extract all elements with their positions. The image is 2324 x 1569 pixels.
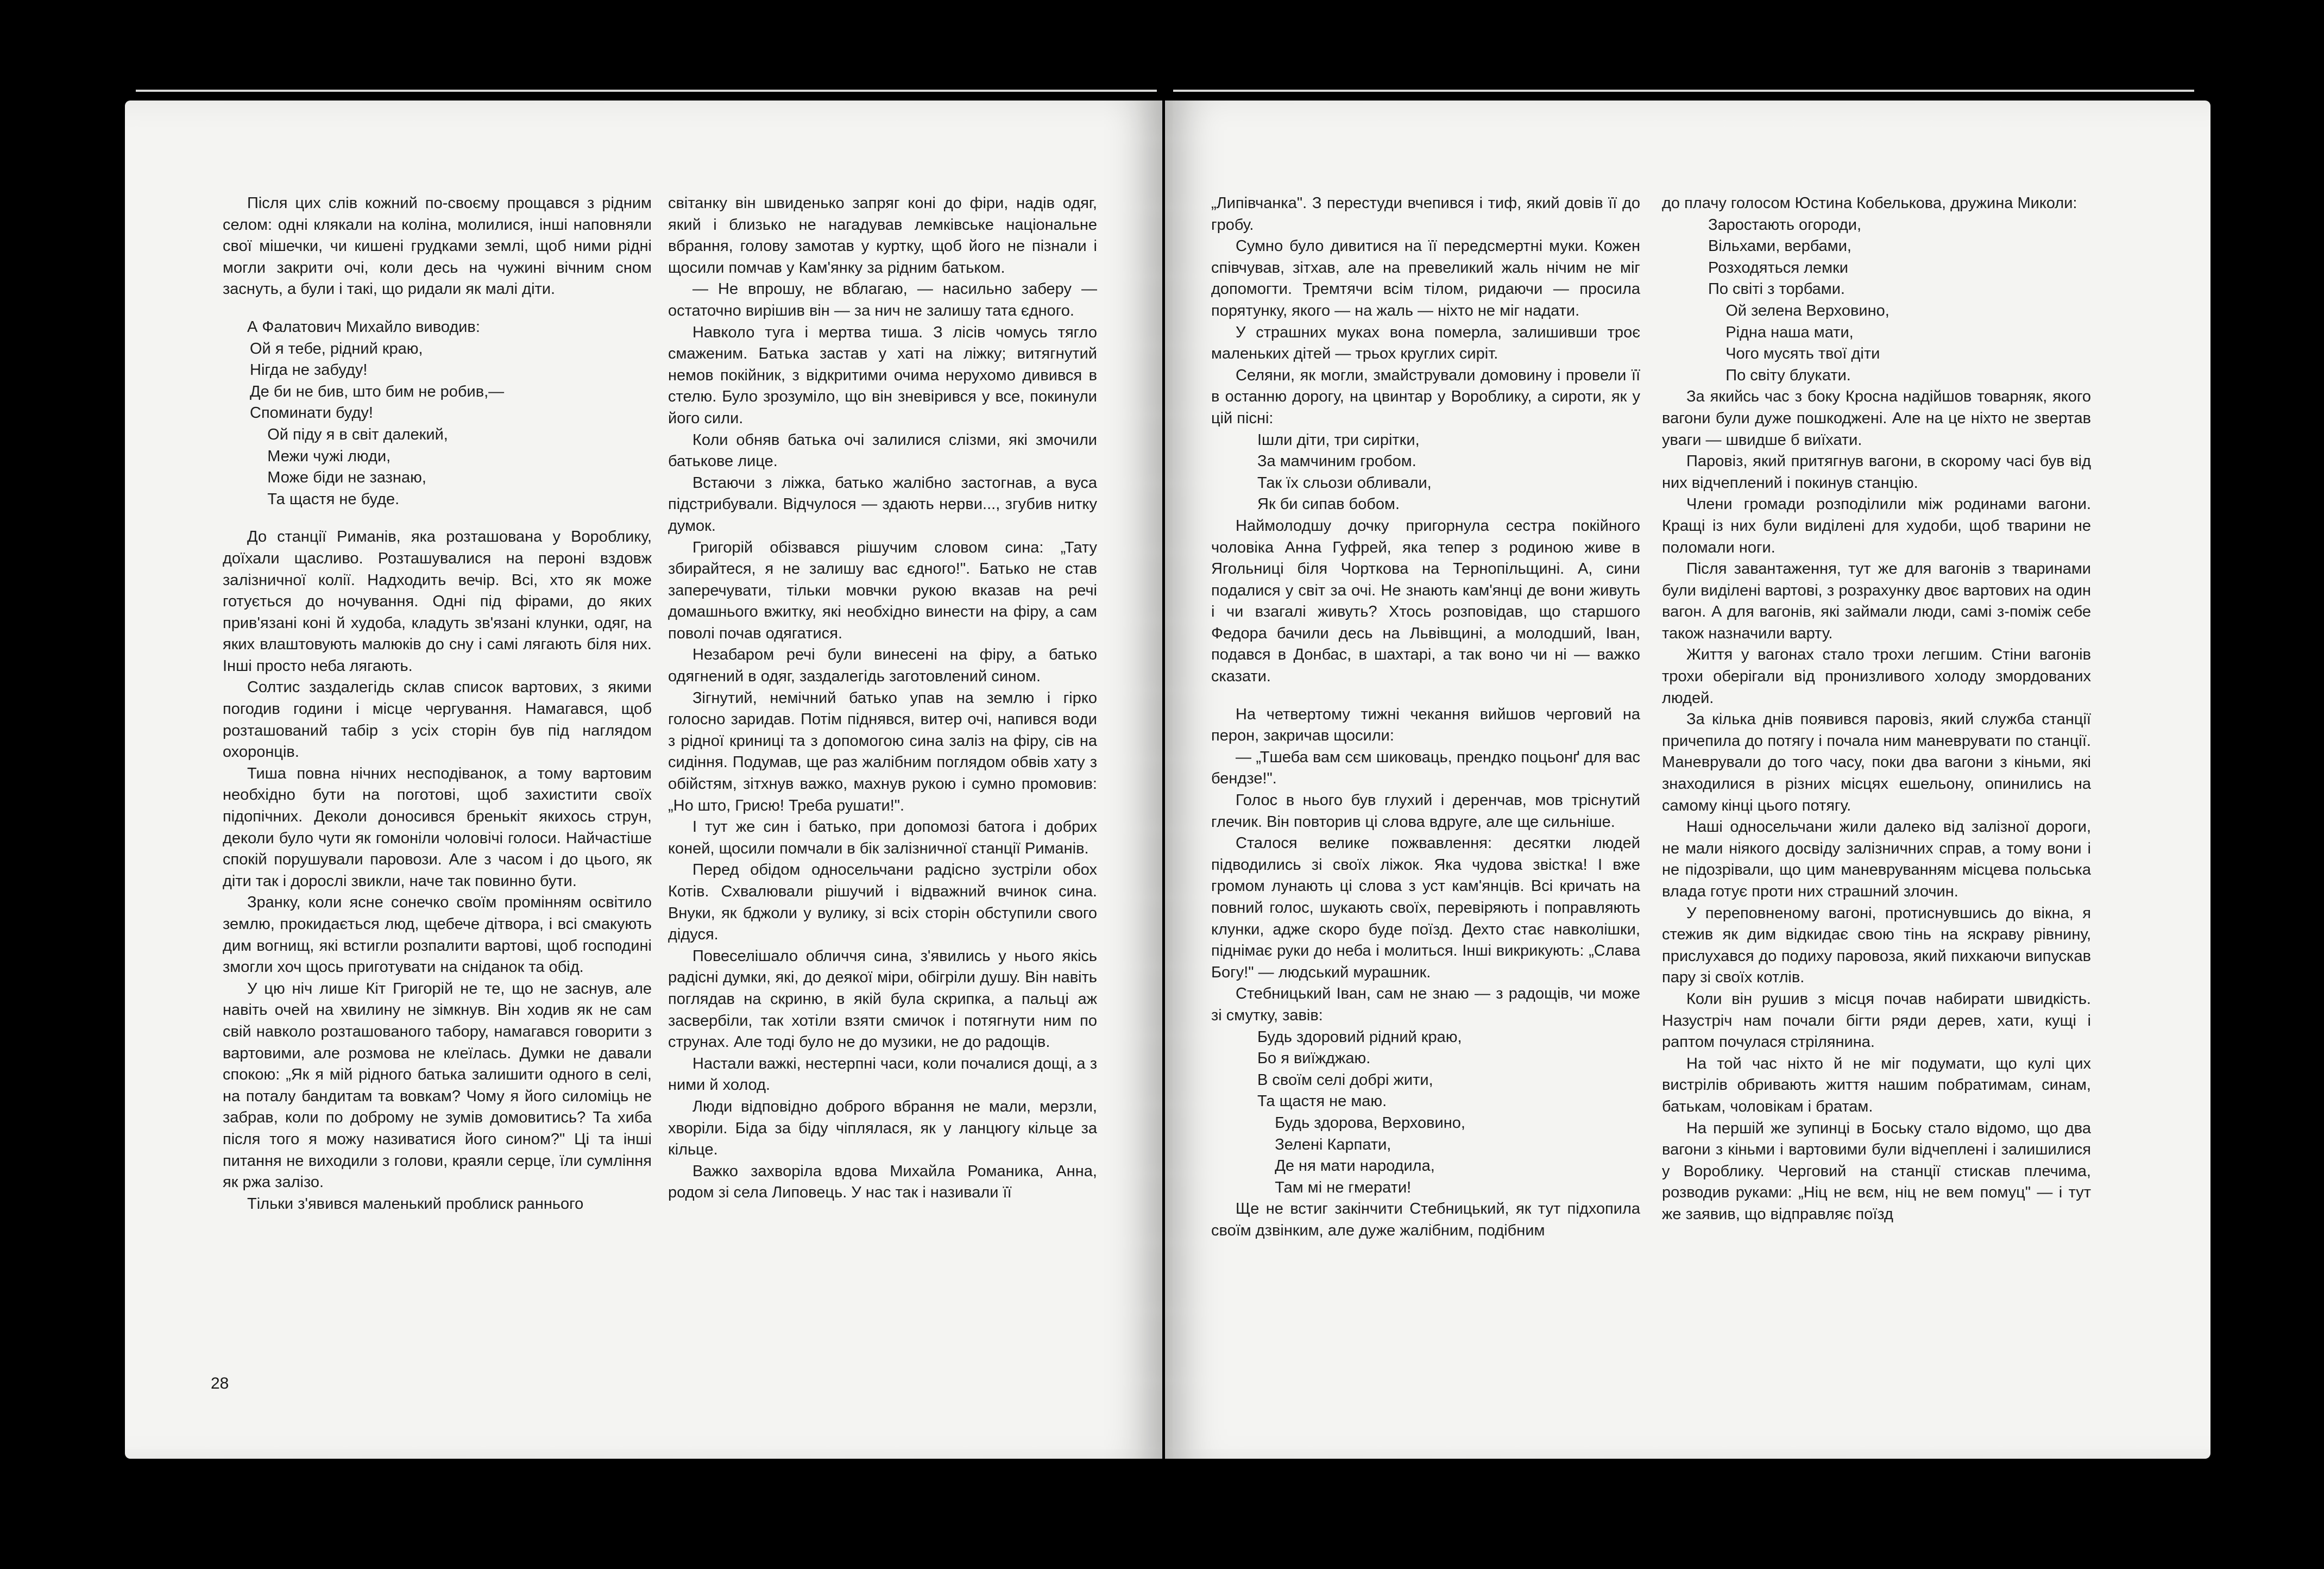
left-page-column-1 [223, 193, 652, 1215]
paragraph: Сталося велике пожвавлення: десятки людей підводились зі своїх ліжок. Яка чудова звістка! І вже громом лунають ці слова з уст кам'янців. Всі кричать на повний голос, шукають своїх, перевіряють і поправляють клунки, адже скоро буде поїзд. Дехто стає навколішки, піднімає руки до неба і молиться. Інші викрикують: „Слава Богу!" — людський мурашник. [1211, 834, 1640, 981]
song-verse [1257, 430, 1640, 516]
right-page-column-2 [1662, 193, 2091, 1226]
verse-line: За мамчиним гробом. [1257, 453, 1416, 470]
verse-line: Може біди не зазнаю, [250, 469, 426, 487]
paragraph: Після завантаження, тут же для вагонів з тваринами були виділені вартові, з розрахунку двоє вартових на один вагон. А для вагонів, які займали люди, самі з-поміж себе також назначили варту. [1662, 560, 2091, 642]
verse-line: По світу блукати. [1708, 366, 1851, 384]
book-spread [125, 90, 2210, 1475]
paragraph: Тільки з'явився маленький проблиск раннього [247, 1195, 584, 1213]
paragraph: Після цих слів кожний по-своєму прощався з рідним селом: одні клякали на коліна, молилися, інші наповняли свої мішечки, чи кишені грудками землі, щоб ними рідні могли закрити очі, коли десь на чужині вічним сном заснуть, а були і такі, що ридали як малі діти. [223, 194, 652, 298]
paragraph: Люди відповідно доброго вбрання не мали, мерзли, хворіли. Біда за біду чіплялася, як у ланцюгу кільце за кільце. [668, 1097, 1097, 1159]
paragraph: Наші односельчани жили далеко від залізної дороги, не мали ніякого досвіду залізничних справ, а тому вони і не підозрівали, що цим маневруванням місцева польська влада готує проти них страшний злочин. [1662, 818, 2091, 900]
verse-line: По світі з торбами. [1708, 280, 1845, 298]
paragraph: Настали важкі, нестерпні часи, коли почалися дощі, а з ними й холод. [668, 1055, 1097, 1094]
paragraph: У переповненому вагоні, протиснувшись до вікна, я стежив як дим відкидає свою тінь на яскраву рівнину, прислухався до подиху паровоза, який пихкаючи випускав пару зі своїх котлів. [1662, 904, 2091, 987]
paragraph: Зранку, коли ясне сонечко своїм промінням освітило землю, прокидається люд, щебече дітвора, і всі смакують дим вогнищ, які встигли розпалити вартові, щоб господині змогли хоч щось приготувати на сніданок та обід. [223, 894, 652, 976]
paragraph: Важко захворіла вдова Михайла Романика, Анна, родом зі села Липовець. У нас так і називали її [668, 1162, 1097, 1202]
verse-line: Споминати буду! [250, 404, 373, 422]
paragraph: На четвертому тижні чекання вийшов черговий на перон, закричав щосили: [1211, 705, 1640, 745]
paragraph: Тиша повна нічних несподіванок, а тому вартовим необхідно бути на поготові, щоб захистити своїх підопічних. Деколи доносився бренькіт якихось струн, деколи було чути як гомоніли чоловічі голоси. Найчастіше спокій порушували паровози. Але з часом і до цього, як діти так і дорослі звикли, наче так повинно бути. [223, 764, 652, 890]
paragraph: У страшних муках вона померла, залишивши троє маленьких дітей — трьох круглих сиріт. [1211, 323, 1640, 363]
verse-line: Де би не бив, што бим не робив,— [250, 382, 505, 400]
verse-line: Чого мусять твої діти [1708, 345, 1880, 363]
paragraph: Життя у вагонах стало трохи легшим. Стіни вагонів трохи оберігали від пронизливого холоду змордованих людей. [1662, 646, 2091, 707]
paragraph: Перед обідом односельчани радісно зустріли обох Котів. Схвалювали рішучий і відважний вчинок сина. Внуки, як бджоли у вулику, зі всіх сторін обступили свого дідуся. [668, 861, 1097, 944]
paragraph: Члени громади розподілили між родинами вагони. Кращі із них були виділені для худоби, щоб тварини не поломали ноги. [1662, 495, 2091, 556]
paragraph: Встаючи з ліжка, батько жалібно застогнав, а вуса підстрибували. Відчулося — здають нерви..., згубив нитку думок. [668, 474, 1097, 535]
verse-line: В своїм селі добрі жити, [1257, 1071, 1433, 1089]
paragraph: За якийсь час з боку Кросна надійшов товарняк, якого вагони були дуже пошкоджені. Але на це ніхто не звертав уваги — швидше б виїхати. [1662, 388, 2091, 449]
paragraph: А Фалатович Михайло виводив: [247, 318, 480, 336]
verse-line: Заростають огороди, [1708, 216, 1862, 234]
paragraph: Наймолодшу дочку пригорнула сестра покійного чоловіка Анна Гуфрей, яка тепер з родиною живе в Ягольниці біля Чорткова на Тернопільщині. А, сини подалися у світ за очі. Не знають кам'янці де вони живуть і чи взагалі живуть? Хтось розповідав, що старшого Федора бачили десь на Львівщині, а молодший, Іван, подався в Донбас, в шахтарі, а так воно чи ні — важко сказати. [1211, 517, 1640, 686]
paragraph: „Липівчанка". З перестуди вчепився і тиф, який довів її до гробу. [1211, 194, 1640, 234]
right-page [1165, 101, 2210, 1459]
paragraph: Незабаром речі були винесені на фіру, а батько одягнений в одяг, заздалегідь заготовлений сином. [668, 646, 1097, 686]
paragraph: Навколо туга і мертва тиша. З лісів чомусь тягло смаженим. Батька застав у хаті на ліжку; витягнутий немов покійник, з відкритими очима нерухомо дивився в стелю. Було зрозуміло, що він зневірився у все, покинули його сили. [668, 323, 1097, 427]
paragraph: Григорій обізвався рішучим словом сина: „Тату збирайтеся, я не залишу вас єдного!". Батько не став заперечувати, тільки мовчки рукою вказав на речі домашнього вжитку, які необхідно винести на фіру, а сам поволі почав одягатися. [668, 538, 1097, 642]
verse-line: Межи чужі люди, [250, 447, 391, 465]
paragraph: — „Тшеба вам сєм шиковаць, прендко поцьонґ для вас бендзе!". [1211, 748, 1640, 788]
verse-line: Ой зелена Верховино, [1708, 302, 1890, 319]
verse-line: Та щастя не буде. [250, 490, 400, 508]
paragraph: І тут же син і батько, при допомозі батога і добрих коней, щосили помчали в бік залізничної станції Риманів. [668, 818, 1097, 857]
paragraph: — Не впрошу, не вблагаю, — насильно заберу — остаточно вирішив він — за нич не залишу тата єдного. [668, 280, 1097, 319]
verse-line: Будь здоровий рідний краю, [1257, 1028, 1462, 1046]
verse-line: Там мі не гмерати! [1257, 1178, 1412, 1196]
verse-line: Вільхами, вербами, [1708, 237, 1851, 255]
verse-line: Ішли діти, три сирітки, [1257, 431, 1420, 449]
song-verse [1708, 215, 2091, 387]
paragraph: На першій же зупинці в Боську стало відомо, що два вагони з кіньми і вартовими були відчеплені і залишилися у Вороблику. Черговий на станції стискав плечима, розводив руками: „Ніц не вєм, ніц не вем помуц" — і тут же заявив, що відправляє поїзд [1662, 1119, 2091, 1223]
verse-line: Нігда не забуду! [250, 361, 368, 379]
paragraph: За кілька днів появився паровіз, який служба станції причепила до потягу і почала ним маневрувати по станції. Маневрували до того часу, поки два вагони з кіньми, які знаходилися в різних місцях ешельону, опинились на самому кінці цього потягу. [1662, 711, 2091, 814]
paragraph: Коли обняв батька очі залилися слізми, які змочили батькове лице. [668, 431, 1097, 470]
paragraph: Сумно було дивитися на її передсмертні муки. Кожен співчував, зітхав, але на превеликий жаль нічим не міг допомогти. Тремтячи всім тілом, ридаючи — просила порятунку, якого — на жаль — ніхто не міг надати. [1211, 237, 1640, 319]
paragraph: У цю ніч лише Кіт Григорій не те, що не заснув, але навіть очей на хвилину не зімкнув. Він ходив як не сам свій навколо розташованого табору, намагався говорити з вартовими, але розмова не клеїлась. Думки не давали спокою: „Як я мій рідного батька залишити одного в селі, на поталу бандитам та вовкам? Чому я його силоміць не забрав, коли по доброму не зумів домовитись? Та хиба після того я можу називатися його сином?" Ці та інші питання не виходили з голови, краяли серце, їли сумління як ржа залізо. [223, 980, 652, 1191]
verse-line: Зелені Карпати, [1257, 1135, 1391, 1153]
paragraph: Ще не встиг закінчити Стебницький, як тут підхопила своїм дзвінким, але дуже жалібним, подібним [1211, 1200, 1640, 1239]
paragraph: Голос в нього був глухий і деренчав, мов тріснутий глечик. Він повторив ці слова вдруге, але ще сильніше. [1211, 792, 1640, 831]
verse-line: Бо я виїжджаю. [1257, 1050, 1371, 1068]
paragraph: Зігнутий, немічний батько упав на землю і гірко голосно заридав. Потім піднявся, витер очі, напився води з рідної криниці та з допомогою сина заліз на фіру, сів на сидіння. Подумав, ще раз жалібним поглядом обвів хату з обійстям, зітхнув важко, махнув рукою і сумно промовив: „Но што, Грисю! Треба рушати!". [668, 689, 1097, 814]
paragraph: світанку він швиденько запряг коні до фіри, надів одяг, який і близько не нагадував лемківське національне вбрання, голову замотав у куртку, щоб його не пізнали і щосили помчав у Кам'янку за рідним батьком. [668, 194, 1097, 277]
verse-line: Ой я тебе, рідний краю, [250, 340, 423, 357]
verse-line: Так їх сльози обливали, [1257, 474, 1432, 492]
paragraph: На той час ніхто й не міг подумати, що кулі цих вистрілів обривають життя нашим побратимам, синам, батькам, чоловікам і братам. [1662, 1055, 2091, 1115]
paragraph: Паровіз, який притягнув вагони, в скорому часі був від них відчеплений і покинув станцію. [1662, 453, 2091, 492]
paragraph: До станції Риманів, яка розташована у Вороблику, доїхали щасливо. Розташувалися на пероні вздовж залізничної колії. Надходить вечір. Всі, хто як може готується до ночування. Одні під фірами, до яких прив'язані коні й худоба, кладуть зв'язані клунки, одяг, на яких влаштовують малюків до сну і самі лягають біля них. Інші просто неба лягають. [223, 528, 652, 675]
paragraph: Повеселішало обличчя сина, з'явились у нього якісь радісні думки, які, до деякої міри, обігріли душу. Він навіть поглядав на скриню, в якій була скрипка, а пальці аж засвербіли, так хотіли взяти смичок і потягнути ним по струнах. Але тоді було не до музики, не до радощів. [668, 947, 1097, 1051]
left-page-column-2 [668, 193, 1097, 1204]
song-verse [250, 338, 652, 511]
verse-line: Де ня мати народила, [1257, 1157, 1435, 1175]
verse-line: Розходяться лемки [1708, 259, 1848, 277]
song-verse [1257, 1027, 1640, 1199]
paragraph: Солтис заздалегідь склав список вартових, з якими погодив години і місце чергування. Намагався, щоб розташований табір з усіх сторін був під наглядом охоронців. [223, 679, 652, 761]
verse-line: Як би сипав бобом. [1257, 495, 1400, 513]
verse-line: Рідна наша мати, [1708, 323, 1854, 341]
page-number-left: 28 [211, 1375, 229, 1392]
verse-line: Будь здорова, Верховино, [1257, 1114, 1465, 1132]
paragraph: Коли він рушив з місця почав набирати швидкість. Назустріч нам почали бігти ряди дерев, хати, кущі і раптом почулася стрілянина. [1662, 990, 2091, 1051]
left-page [125, 101, 1162, 1459]
paragraph: Стебницький Іван, сам не знаю — з радощів, чи може зі смутку, завів: [1211, 985, 1640, 1024]
paragraph: Селяни, як могли, змайстрували домовину і провели її в останню дорогу, на цвинтар у Вороблику, а сироти, як у цій пісні: [1211, 366, 1640, 427]
verse-line: Та щастя не маю. [1257, 1093, 1387, 1110]
right-page-column-1 [1211, 193, 1640, 1242]
verse-line: Ой піду я в світ далекий, [250, 425, 448, 443]
paragraph: до плачу голосом Юстина Кобелькова, дружина Миколи: [1662, 194, 2077, 212]
